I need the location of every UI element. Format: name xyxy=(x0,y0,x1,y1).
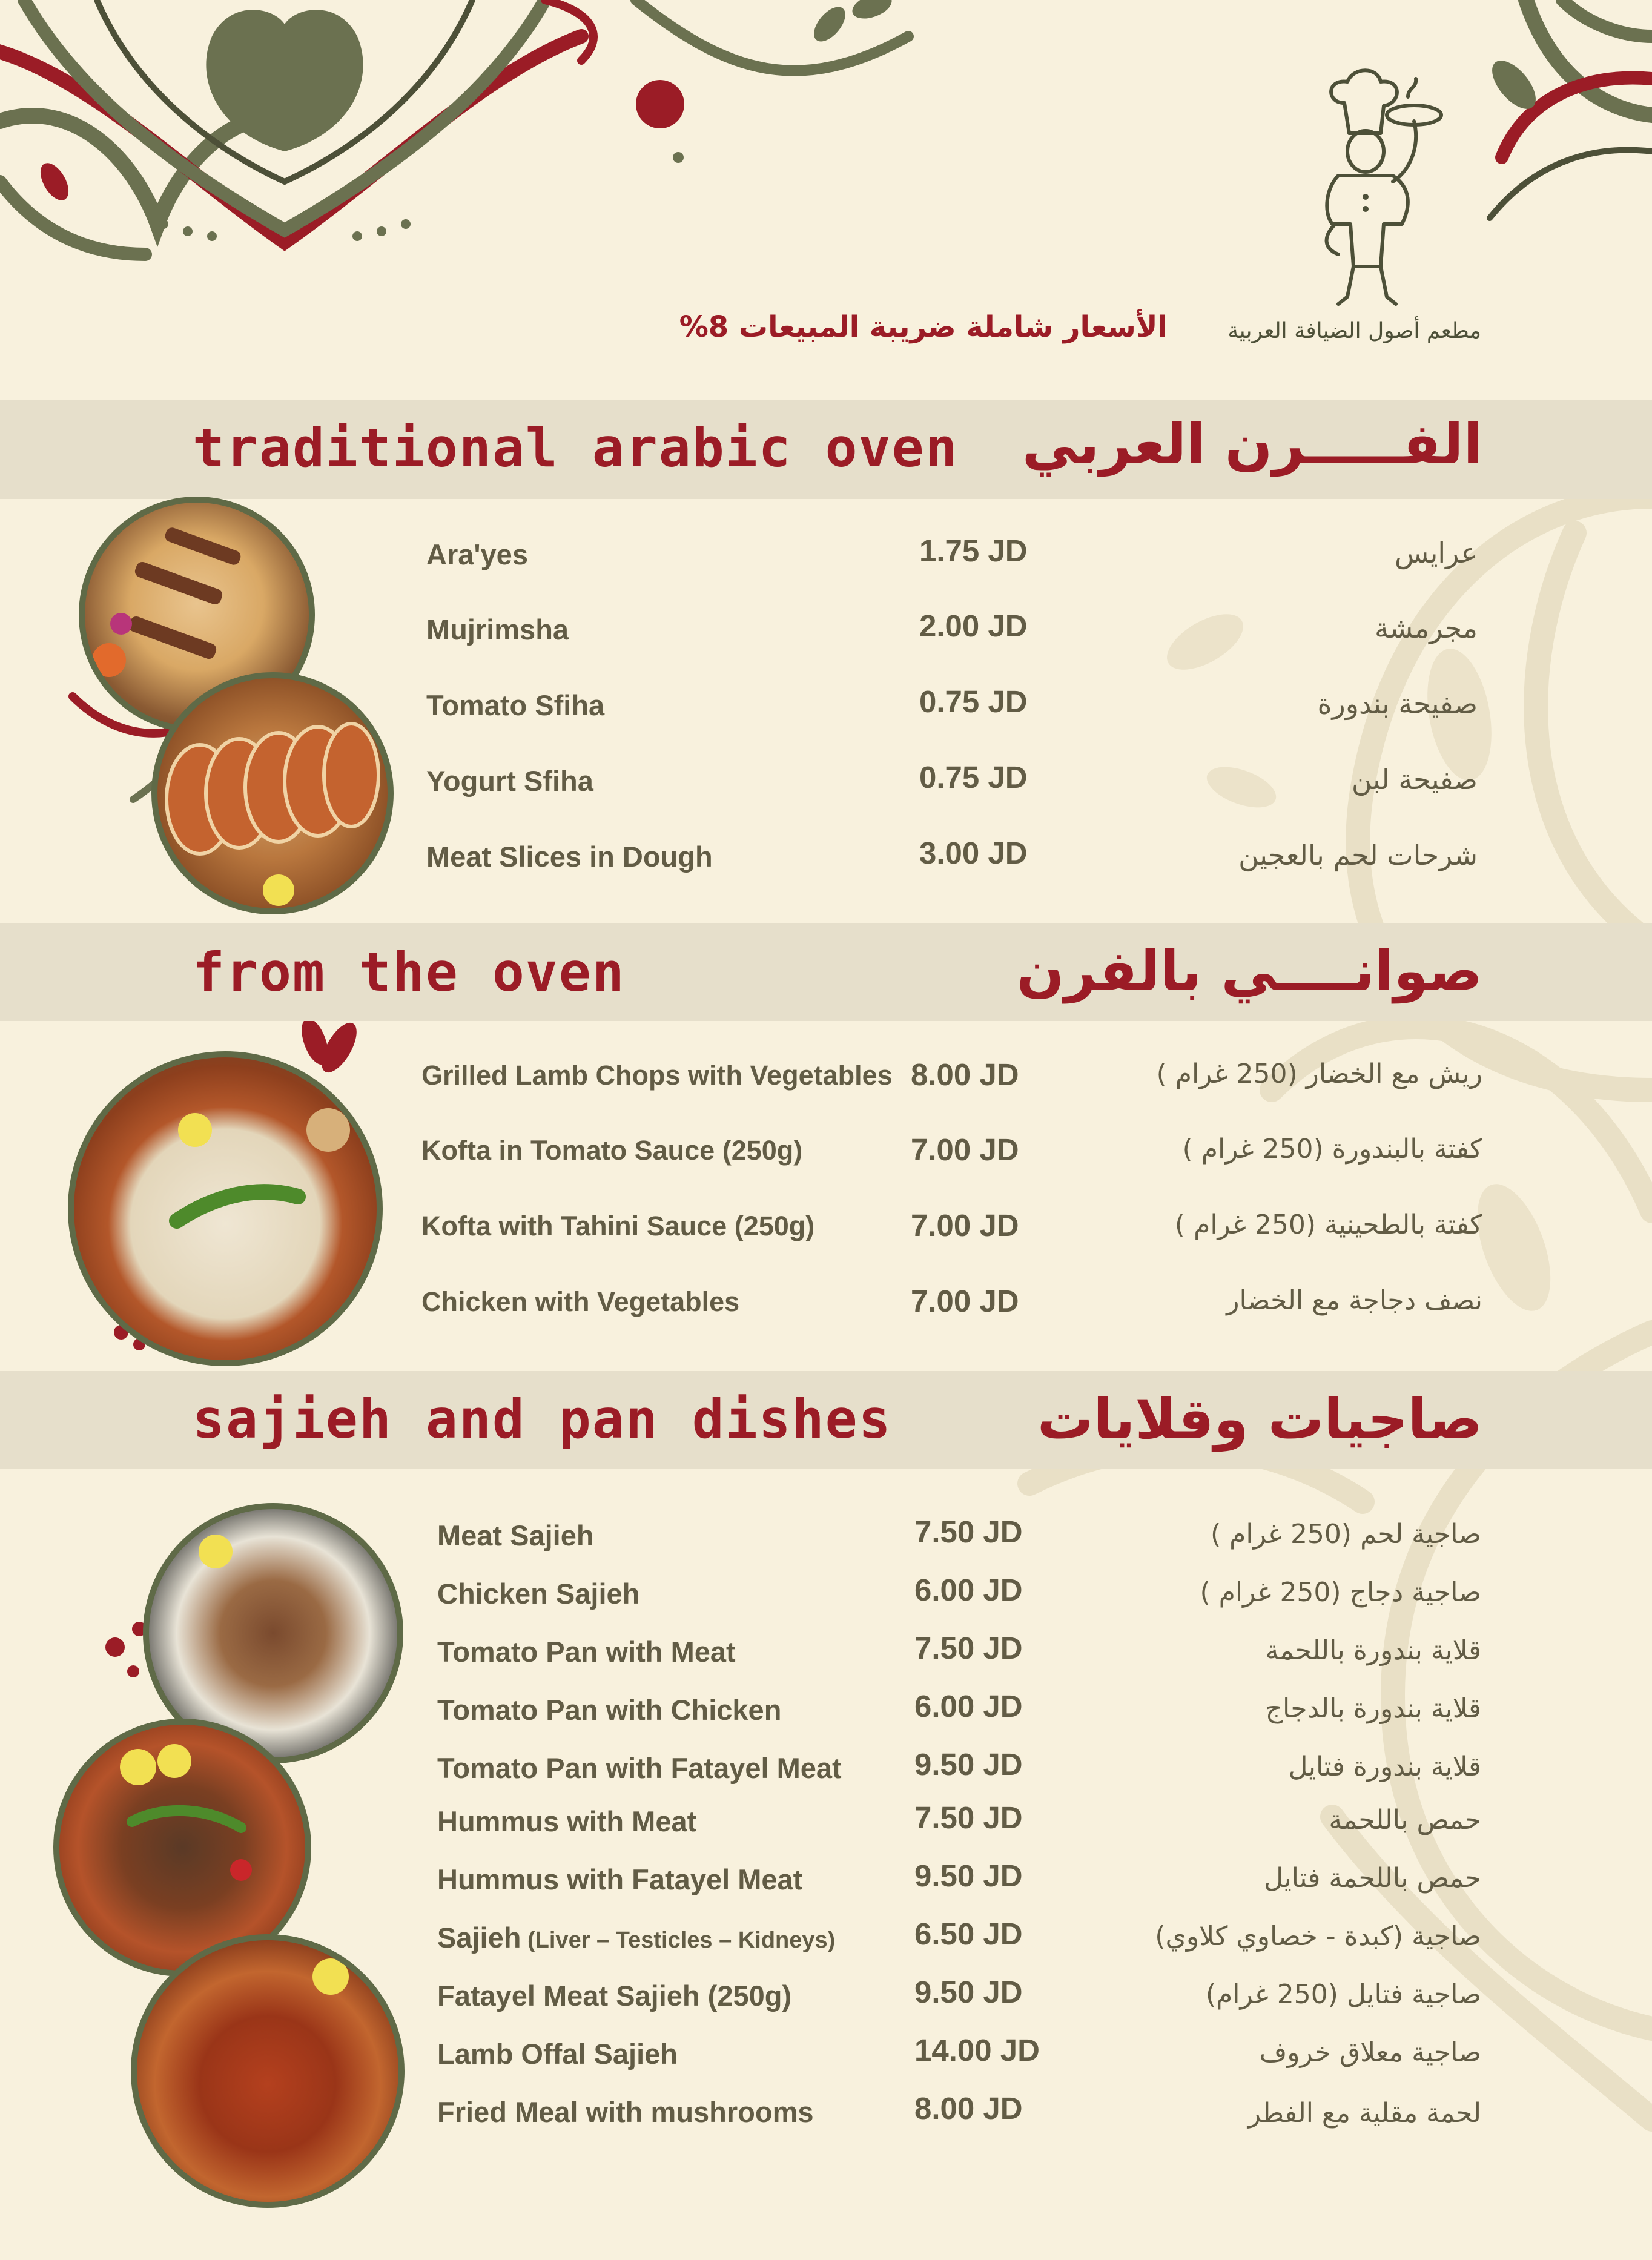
section-title-ar: صوانــــي بالفرن xyxy=(1016,939,1482,1003)
menu-item-name-en xyxy=(437,1921,835,1954)
menu-item-name-ar: عرايس xyxy=(1394,537,1478,569)
menu-item-name-en: Kofta with Tahini Sauce (250g) xyxy=(421,1211,815,1241)
menu-item-name-en: Fried Meal with mushrooms xyxy=(437,2096,814,2128)
food-photo-kofta-tahini xyxy=(68,1051,383,1366)
menu-item-price: 6.00 JD xyxy=(914,1689,1023,1723)
menu-item-name-en: Meat Slices in Dough xyxy=(426,841,713,873)
menu-item-price: 6.00 JD xyxy=(914,1573,1023,1607)
menu-item-name-ar: صاجية فتايل (250 غرام) xyxy=(1205,1979,1481,2010)
menu-item-price: 6.50 JD xyxy=(914,1917,1023,1951)
menu-item-price: 0.75 JD xyxy=(919,684,1028,719)
menu-item-name-ar: صفيحة بندورة xyxy=(1317,687,1478,720)
menu-item-name-en: Kofta in Tomato Sauce (250g) xyxy=(421,1135,803,1166)
menu-item-name-en: Hummus with Fatayel Meat xyxy=(437,1863,803,1895)
menu-item-name-ar: صاجية دجاج (250 غرام ) xyxy=(1200,1577,1481,1608)
menu-item-name-ar: صاجية (كبدة - خصاوي كلاوي) xyxy=(1155,1921,1481,1952)
menu-item-name-en: Lamb Offal Sajieh xyxy=(437,2038,678,2070)
menu-item-name-ar: صاجية لحم (250 غرام ) xyxy=(1211,1519,1481,1550)
menu-item-name-ar: كفتة بالطحينية (250 غرام ) xyxy=(1174,1209,1482,1240)
menu-item-name-ar: صفيحة لبن xyxy=(1351,763,1478,796)
menu-item-name-en: Tomato Pan with Chicken xyxy=(437,1694,782,1726)
section-title-ar: الفـــــرن العربي xyxy=(1022,412,1482,477)
section-title-ar: صاجيات وقلايات xyxy=(1037,1387,1482,1452)
food-photo-fatayel-sajieh xyxy=(131,1934,405,2208)
menu-item-price: 9.50 JD xyxy=(914,1859,1023,1893)
restaurant-name: مطعم أصول الضيافة العربية xyxy=(1227,319,1481,343)
menu-item-price: 14.00 JD xyxy=(914,2033,1040,2067)
menu-item-name-en: Grilled Lamb Chops with Vegetables xyxy=(421,1060,893,1091)
menu-item-name-ar: قلاية بندورة باللحمة xyxy=(1265,1635,1481,1666)
menu-item-price: 7.50 JD xyxy=(914,1800,1023,1835)
section-title-en: from the oven xyxy=(193,941,626,1003)
menu-item-name-en: Yogurt Sfiha xyxy=(426,765,593,797)
menu-item-name-ar: حمص باللحمة فتايل xyxy=(1264,1863,1481,1894)
menu-item-name-ar: كفتة بالبندورة (250 غرام ) xyxy=(1182,1134,1482,1165)
menu-item-name-en: Chicken Sajieh xyxy=(437,1578,640,1610)
menu-item-name-en: Chicken with Vegetables xyxy=(421,1286,740,1317)
menu-item-name-en: Tomato Sfiha xyxy=(426,689,605,721)
menu-item-name-ar: لحمة مقلية مع الفطر xyxy=(1247,2098,1481,2129)
menu-item-name-en: Tomato Pan with Meat xyxy=(437,1636,736,1668)
menu-item-price: 7.50 JD xyxy=(914,1515,1023,1549)
menu-item-name-ar: مجرمشة xyxy=(1374,612,1478,644)
menu-item-price: 1.75 JD xyxy=(919,534,1028,568)
menu-item-name-ar: شرحات لحم بالعجين xyxy=(1238,839,1478,871)
menu-item-price: 9.50 JD xyxy=(914,1747,1023,1782)
chef-logo-icon xyxy=(1290,67,1447,309)
menu-item-name-ar: قلاية بندورة بالدجاج xyxy=(1265,1693,1481,1724)
menu-item-name-ar: صاجية معلاق خروف xyxy=(1259,2037,1481,2068)
menu-item-name-en: Ara'yes xyxy=(426,538,528,570)
menu-item-price: 9.50 JD xyxy=(914,1975,1023,2009)
menu-item-name-ar: قلاية بندورة فتايل xyxy=(1288,1751,1481,1782)
menu-item-name-en: Mujrimsha xyxy=(426,613,569,646)
menu-item-name-ar: حمص باللحمة xyxy=(1329,1805,1481,1835)
menu-item-price: 7.00 JD xyxy=(911,1132,1019,1167)
food-photo-sfiha xyxy=(151,672,394,914)
menu-item-price: 8.00 JD xyxy=(911,1057,1019,1092)
menu-item-price: 7.00 JD xyxy=(911,1208,1019,1243)
menu-item-price: 0.75 JD xyxy=(919,760,1028,795)
menu-item-price: 2.00 JD xyxy=(919,609,1028,643)
menu-item-price: 8.00 JD xyxy=(914,2091,1023,2126)
menu-item-name-main: Sajieh xyxy=(437,1921,521,1954)
menu-item-name-ar: نصف دجاجة مع الخضار xyxy=(1226,1285,1482,1316)
menu-item-name-en: Fatayel Meat Sajieh (250g) xyxy=(437,1980,792,2012)
menu-item-name-en: Hummus with Meat xyxy=(437,1805,697,1837)
section-title-en: traditional arabic oven xyxy=(193,417,959,479)
menu-item-name-ar: ريش مع الخضار (250 غرام ) xyxy=(1156,1059,1482,1089)
menu-item-price: 7.50 JD xyxy=(914,1631,1023,1665)
menu-item-name-sub: (Liver – Testicles – Kidneys) xyxy=(521,1928,836,1953)
menu-item-name-en: Meat Sajieh xyxy=(437,1519,594,1551)
tax-note: الأسعار شاملة ضريبة المبيعات 8% xyxy=(679,310,1168,344)
section-title-en: sajieh and pan dishes xyxy=(193,1388,892,1450)
menu-item-name-en: Tomato Pan with Fatayel Meat xyxy=(437,1752,842,1784)
menu-item-price: 7.00 JD xyxy=(911,1284,1019,1318)
menu-item-price: 3.00 JD xyxy=(919,836,1028,870)
